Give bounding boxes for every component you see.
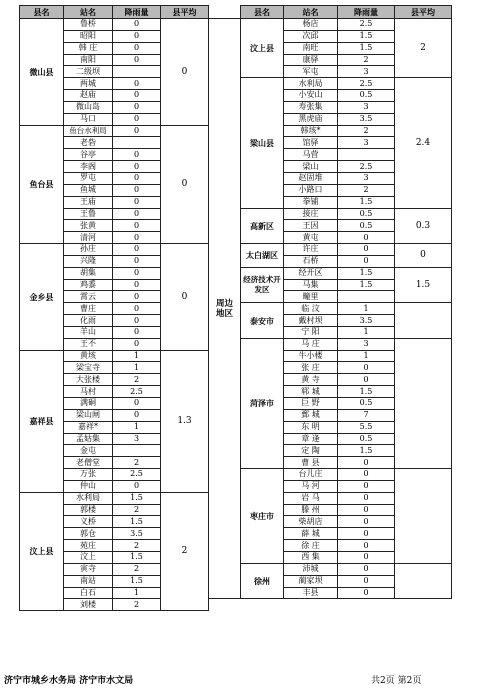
station-name: 黄垓 [64,350,113,362]
table-row [20,19,209,31]
county-average: 0 [161,244,209,351]
county-name: 汶上县 [20,492,64,610]
rainfall-value: 0 [113,480,161,492]
rainfall-value: 0 [338,551,395,563]
station-name: 两城 [64,78,113,90]
rainfall-value: 2 [113,540,161,552]
rainfall-value: 0.5 [338,433,395,445]
station-name: 巨 野 [284,398,338,410]
rainfall-value: 0 [338,587,395,599]
station-name: 曹 县 [284,457,338,469]
table-row [20,244,209,256]
station-name: 霄云 [64,291,113,303]
rainfall-value: 0 [338,374,395,386]
rainfall-value: 2.5 [113,386,161,398]
station-name: 王庙 [64,196,113,208]
rainfall-value: 1 [113,587,161,599]
rainfall-value: 1 [338,303,395,315]
rainfall-value: 1 [113,421,161,433]
rainfall-value: 0 [113,291,161,303]
rainfall-value: 0 [113,303,161,315]
station-name: 寿张集 [284,101,338,113]
station-name: 康驿 [284,54,338,66]
rainfall-value: 1.5 [338,30,395,42]
table-row [20,492,209,504]
rainfall-table-right [208,5,452,599]
rainfall-value: 0 [338,540,395,552]
station-name: 黑虎庙 [284,113,338,125]
station-name: 孙庄 [64,244,113,256]
rainfall-value: 0 [113,326,161,338]
station-name: 梁山 [284,161,338,173]
station-name: 定 陶 [284,445,338,457]
rainfall-value: 0 [113,161,161,173]
station-name: 南阳 [64,54,113,66]
rainfall-value: 0 [338,575,395,587]
station-name: 韩垓* [284,125,338,137]
rainfall-value: 2 [338,54,395,66]
header-blank [209,6,241,19]
station-name: 鱼城 [64,184,113,196]
rainfall-value: 1.5 [338,267,395,279]
rainfall-value: 0 [113,149,161,161]
rainfall-value: 0 [113,279,161,291]
rainfall-value: 0 [338,492,395,504]
rainfall-value: 0 [113,409,161,421]
county-average: 0 [161,19,209,126]
rainfall-value [338,291,395,303]
rainfall-value: 0 [338,504,395,516]
rainfall-value: 0 [338,244,395,256]
rainfall-value: 1.5 [338,42,395,54]
rainfall-value: 1.5 [113,575,161,587]
station-name: 柴胡店 [284,516,338,528]
station-name: 张 庄 [284,362,338,374]
rainfall-value: 1 [113,362,161,374]
rainfall-value [113,66,161,78]
station-name: 临 汶 [284,303,338,315]
station-name: 郓 城 [284,386,338,398]
rainfall-value: 1.5 [338,445,395,457]
county-average: 2.4 [395,78,452,208]
station-name: 老僧堂 [64,457,113,469]
header-row [20,6,209,19]
rainfall-value: 0 [113,220,161,232]
station-name: 昭阳 [64,30,113,42]
county-name: 梁山县 [241,78,284,208]
station-name: 石桥 [284,255,338,267]
rainfall-value: 1.5 [338,279,395,291]
rainfall-value: 0 [113,196,161,208]
header-county: 县名 [20,6,64,19]
rainfall-value: 1.5 [113,516,161,528]
station-name: 章 逢 [284,433,338,445]
station-name: 刘楼 [64,599,113,611]
station-name: 接庄 [284,208,338,220]
station-name: 南站 [64,575,113,587]
county-name: 嘉祥县 [20,350,64,492]
county-name: 徐州 [241,563,284,599]
table-row [209,338,452,350]
county-name: 太白湖区 [241,244,284,268]
rainfall-value: 1 [338,350,395,362]
rainfall-value: 0 [113,54,161,66]
station-name: 许庄 [284,244,338,256]
rainfall-value: 0 [338,469,395,481]
rainfall-value: 0 [338,457,395,469]
rainfall-value: 0 [113,232,161,244]
station-name: 梁宝寺 [64,362,113,374]
rainfall-value: 0 [338,563,395,575]
rainfall-value: 3 [338,172,395,184]
station-name: 经开区 [284,267,338,279]
header-station: 站名 [64,6,113,19]
rainfall-value: 2 [113,457,161,469]
table-row [209,267,452,279]
station-name: 南旺 [284,42,338,54]
rainfall-value: 2 [338,125,395,137]
station-name: 宁 阳 [284,326,338,338]
station-name: 马口 [64,113,113,125]
rainfall-value: 3.5 [338,315,395,327]
county-name: 菏泽市 [241,338,284,468]
rainfall-value: 0.5 [338,220,395,232]
county-average [395,563,452,599]
county-name: 汶上县 [241,19,284,78]
county-average: 2 [395,19,452,78]
rainfall-value: 0 [113,19,161,31]
rainfall-value: 1.5 [338,386,395,398]
station-name: 岩 马 [284,492,338,504]
county-average: 0 [161,125,209,243]
station-name: 马 庄 [284,338,338,350]
station-name: 鸡黍 [64,279,113,291]
rainfall-value: 0 [113,315,161,327]
county-average: 1.5 [395,267,452,303]
station-name: 梁山闸 [64,409,113,421]
county-name: 金乡县 [20,244,64,351]
rainfall-value: 0 [113,172,161,184]
station-name: 仲山 [64,480,113,492]
station-name: 次邱 [284,30,338,42]
footer-page-number: 共2页 第2页 [371,676,422,686]
station-name: 赵庙 [64,90,113,102]
station-name: 郭楼 [64,504,113,516]
rainfall-value: 0.5 [338,208,395,220]
station-name: 满硐 [64,398,113,410]
rainfall-value: 0 [113,90,161,102]
station-name: 鱼台水利局 [64,125,113,137]
station-name: 谷亭 [64,149,113,161]
county-average: 1.3 [161,350,209,492]
rainfall-value: 2 [338,184,395,196]
station-name: 牛小楼 [284,350,338,362]
rainfall-value: 2 [113,599,161,611]
table-row [209,78,452,90]
county-average [395,469,452,564]
station-name: 东 明 [284,421,338,433]
header-rainfall: 降雨量 [113,6,161,19]
station-name: 郭仓 [64,528,113,540]
county-name: 高新区 [241,208,284,244]
station-name: 化雨 [64,315,113,327]
rainfall-value: 2.5 [338,161,395,173]
rainfall-value: 0 [113,398,161,410]
rainfall-value: 3 [338,137,395,149]
rainfall-value: 0 [113,338,161,350]
rainfall-value: 2.5 [113,469,161,481]
table-row [209,303,452,315]
station-name: 疃里 [284,291,338,303]
station-name: 军屯 [284,66,338,78]
rainfall-value: 1.5 [113,492,161,504]
header-avg: 县平均 [161,6,209,19]
county-average: 0.3 [395,208,452,244]
station-name: 蔺家坝 [284,575,338,587]
station-name: 张黄 [64,220,113,232]
county-name: 微山县 [20,19,64,126]
station-name: 曹庄 [64,303,113,315]
footer-organization: 济宁市城乡水务局 济宁市水文局 [4,676,134,686]
rainfall-value: 7 [338,409,395,421]
station-name: 西 集 [284,551,338,563]
station-name: 小路口 [284,184,338,196]
rainfall-value: 0 [113,113,161,125]
station-name: 兴隆 [64,255,113,267]
table-row [20,125,209,137]
table-row [209,244,452,256]
station-name: 金屯 [64,445,113,457]
station-name: 鲁桥 [64,19,113,31]
rainfall-value: 3 [113,433,161,445]
rainfall-value: 0 [113,208,161,220]
station-name: 水利局 [64,492,113,504]
rainfall-value: 3 [338,101,395,113]
header-avg: 县平均 [395,6,452,19]
rainfall-value: 1 [113,350,161,362]
rainfall-value: 0.5 [338,398,395,410]
rainfall-value: 0.5 [338,90,395,102]
rainfall-value: 0 [113,42,161,54]
rainfall-value: 2 [113,563,161,575]
station-name: 薛 城 [284,528,338,540]
station-name: 罗屯 [64,172,113,184]
region-label: 周边地区 [209,19,241,599]
station-name: 王不 [64,338,113,350]
county-average: 2 [161,492,209,610]
header-rainfall: 降雨量 [338,6,395,19]
header-county: 县名 [241,6,284,19]
station-name: 王鲁 [64,208,113,220]
rainfall-value: 3 [338,66,395,78]
rainfall-value: 1.5 [338,196,395,208]
station-name: 黄屯 [284,232,338,244]
rainfall-value: 1 [338,326,395,338]
rainfall-value: 3 [338,338,395,350]
rainfall-value [113,445,161,457]
station-name: 小安山 [284,90,338,102]
rainfall-value: 0 [338,232,395,244]
station-name: 韩 庄 [64,42,113,54]
table-row [20,350,209,362]
rainfall-value [113,137,161,149]
station-name: 苑庄 [64,540,113,552]
county-average: 0 [395,244,452,268]
station-name: 戴村坝 [284,315,338,327]
station-name: 汶上 [64,551,113,563]
county-name: 泰安市 [241,303,284,339]
rainfall-value: 1.5 [113,551,161,563]
station-name: 白石 [64,587,113,599]
county-average [395,338,452,468]
county-name: 枣庄市 [241,469,284,564]
rainfall-value: 2.5 [338,19,395,31]
rainfall-value: 2 [113,504,161,516]
table-row [209,19,452,31]
rainfall-value: 2 [113,374,161,386]
rainfall-table-left [19,5,209,611]
station-name: 杨店 [284,19,338,31]
station-name: 沛城 [284,563,338,575]
station-name: 黄 寺 [284,374,338,386]
rainfall-value: 0 [338,480,395,492]
rainfall-value: 0 [338,528,395,540]
table-row [209,208,452,220]
station-name: 万张 [64,469,113,481]
rainfall-value: 0 [113,78,161,90]
station-name: 马集 [284,279,338,291]
rainfall-value: 5.5 [338,421,395,433]
station-name: 嘉祥* [64,421,113,433]
station-name: 胡集 [64,267,113,279]
station-name: 鄄 城 [284,409,338,421]
rainfall-value: 3.5 [338,113,395,125]
station-name: 马村 [64,386,113,398]
rainfall-value: 0 [113,255,161,267]
rainfall-value: 3.5 [113,528,161,540]
table-row [209,563,452,575]
county-name: 经济技术开发区 [241,267,284,303]
station-name: 孟姑集 [64,433,113,445]
rainfall-value: 2.5 [338,78,395,90]
rainfall-value: 0 [113,125,161,137]
rainfall-value: 0 [338,255,395,267]
station-name: 老砦 [64,137,113,149]
station-name: 水利局 [284,78,338,90]
county-name: 鱼台县 [20,125,64,243]
rainfall-value: 0 [113,184,161,196]
station-name: 清河 [64,232,113,244]
station-name: 滕 州 [284,504,338,516]
station-name: 拳铺 [284,196,338,208]
table-row [209,469,452,481]
rainfall-value: 0 [113,244,161,256]
rainfall-value: 0 [338,362,395,374]
station-name: 台儿庄 [284,469,338,481]
station-name: 二级坝 [64,66,113,78]
station-name: 微山岛 [64,101,113,113]
station-name: 马 河 [284,480,338,492]
station-name: 羊山 [64,326,113,338]
station-name: 大张楼 [64,374,113,386]
station-name: 赵固堆 [284,172,338,184]
station-name: 义桥 [64,516,113,528]
station-name: 寅寺 [64,563,113,575]
rainfall-value: 0 [113,101,161,113]
station-name: 李阁 [64,161,113,173]
header-row [209,6,452,19]
station-name: 馆驿 [284,137,338,149]
station-name: 徐 庄 [284,540,338,552]
rainfall-value: 0 [113,267,161,279]
station-name: 丰县 [284,587,338,599]
station-name: 王因 [284,220,338,232]
county-average [395,303,452,339]
rainfall-value: 0 [338,516,395,528]
station-name: 马营 [284,149,338,161]
rainfall-value [338,149,395,161]
rainfall-value: 0 [113,30,161,42]
header-station: 站名 [284,6,338,19]
